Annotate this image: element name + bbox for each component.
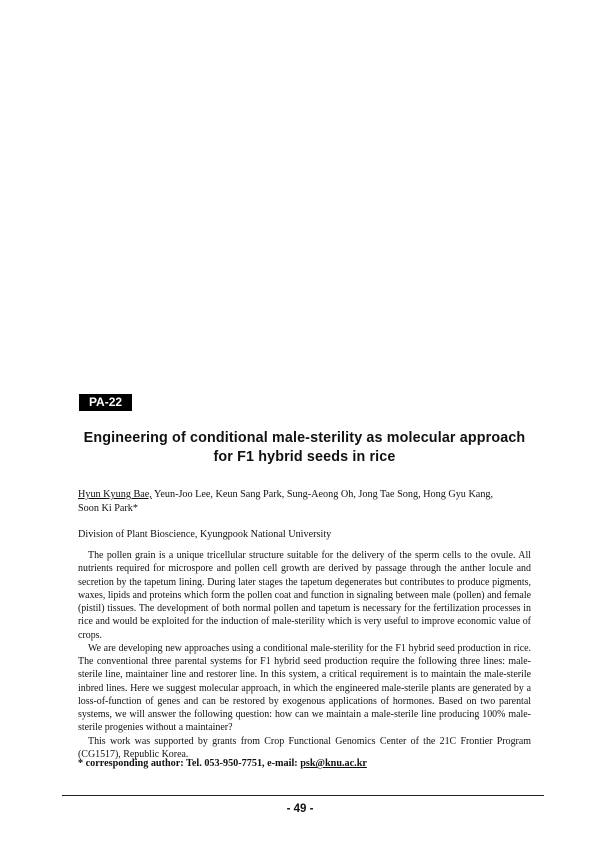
presenting-author: Hyun Kyung Bae, (78, 489, 152, 500)
page-number: - 49 - (286, 803, 314, 815)
corresponding-author (78, 757, 538, 771)
footer-divider (62, 795, 544, 796)
title-line-1: Engineering of conditional male-sterility as molecular approach (83, 430, 526, 446)
author-list (78, 488, 528, 516)
author-line-2: Soon Ki Park* (78, 503, 138, 514)
corresponding-author-contact: * corresponding author: Tel. 053-950-7751, e-mail: (78, 758, 301, 769)
abstract-id-badge: PA-22 (79, 394, 132, 411)
author-line-1 (78, 488, 528, 502)
acknowledgement-paragraph: This work was supported by grants from Crop Functional Genomics Center of the 21C Frontier Program (CG1517), Republic Korea. (78, 735, 531, 760)
paper-title (60, 429, 549, 467)
abstract-body (78, 549, 531, 761)
co-authors: Yeun-Joo Lee, Keun Sang Park, Sung-Aeong Oh, Jong Tae Song, Hong Gyu Kang, (151, 489, 494, 500)
title-line-2: for F1 hybrid seeds in rice (213, 449, 396, 465)
affiliation: Division of Plant Bioscience, Kyungpook National University (78, 529, 332, 540)
abstract-paragraph: The pollen grain is a unique tricellular structure suitable for the delivery of the sperm cells to the ovule. All nutrients required for microspore and pollen cell growth are derived by passage through the anther locule and secretion by the tapetum lining. During later stages the tapetum degenerates but contributes to produce pigments, waxes, lipids and proteins which form the pollen coat and function in signaling between male (pollen) and female (pistil) tissues. The development of both normal pollen and tapetum is necessary for the fertilization processes in rice and would be exploited for the induction of male-sterility which is very useful to improve economic value of crops. (78, 550, 531, 641)
corresponding-email[interactable]: psk@knu.ac.kr (300, 758, 367, 769)
abstract-paragraph: We are developing new approaches using a conditional male-sterility for the F1 hybrid seed production in rice. The conventional three parental systems for F1 hybrid seed production require the following three lines: male-sterile line, maintainer line and restorer line. In this system, a critical requirement is to maintain the male-sterile inbred lines. Here we suggest molecular approach, in which the engineered male-sterile plants are generated by a loss-of-function of genes and can be restored by exogenous applications of hormones. Based on two parental systems, we will answer the following question: how can we maintain a male-sterile line producing 100% male-sterile progenies without a maintainer? (78, 642, 531, 734)
